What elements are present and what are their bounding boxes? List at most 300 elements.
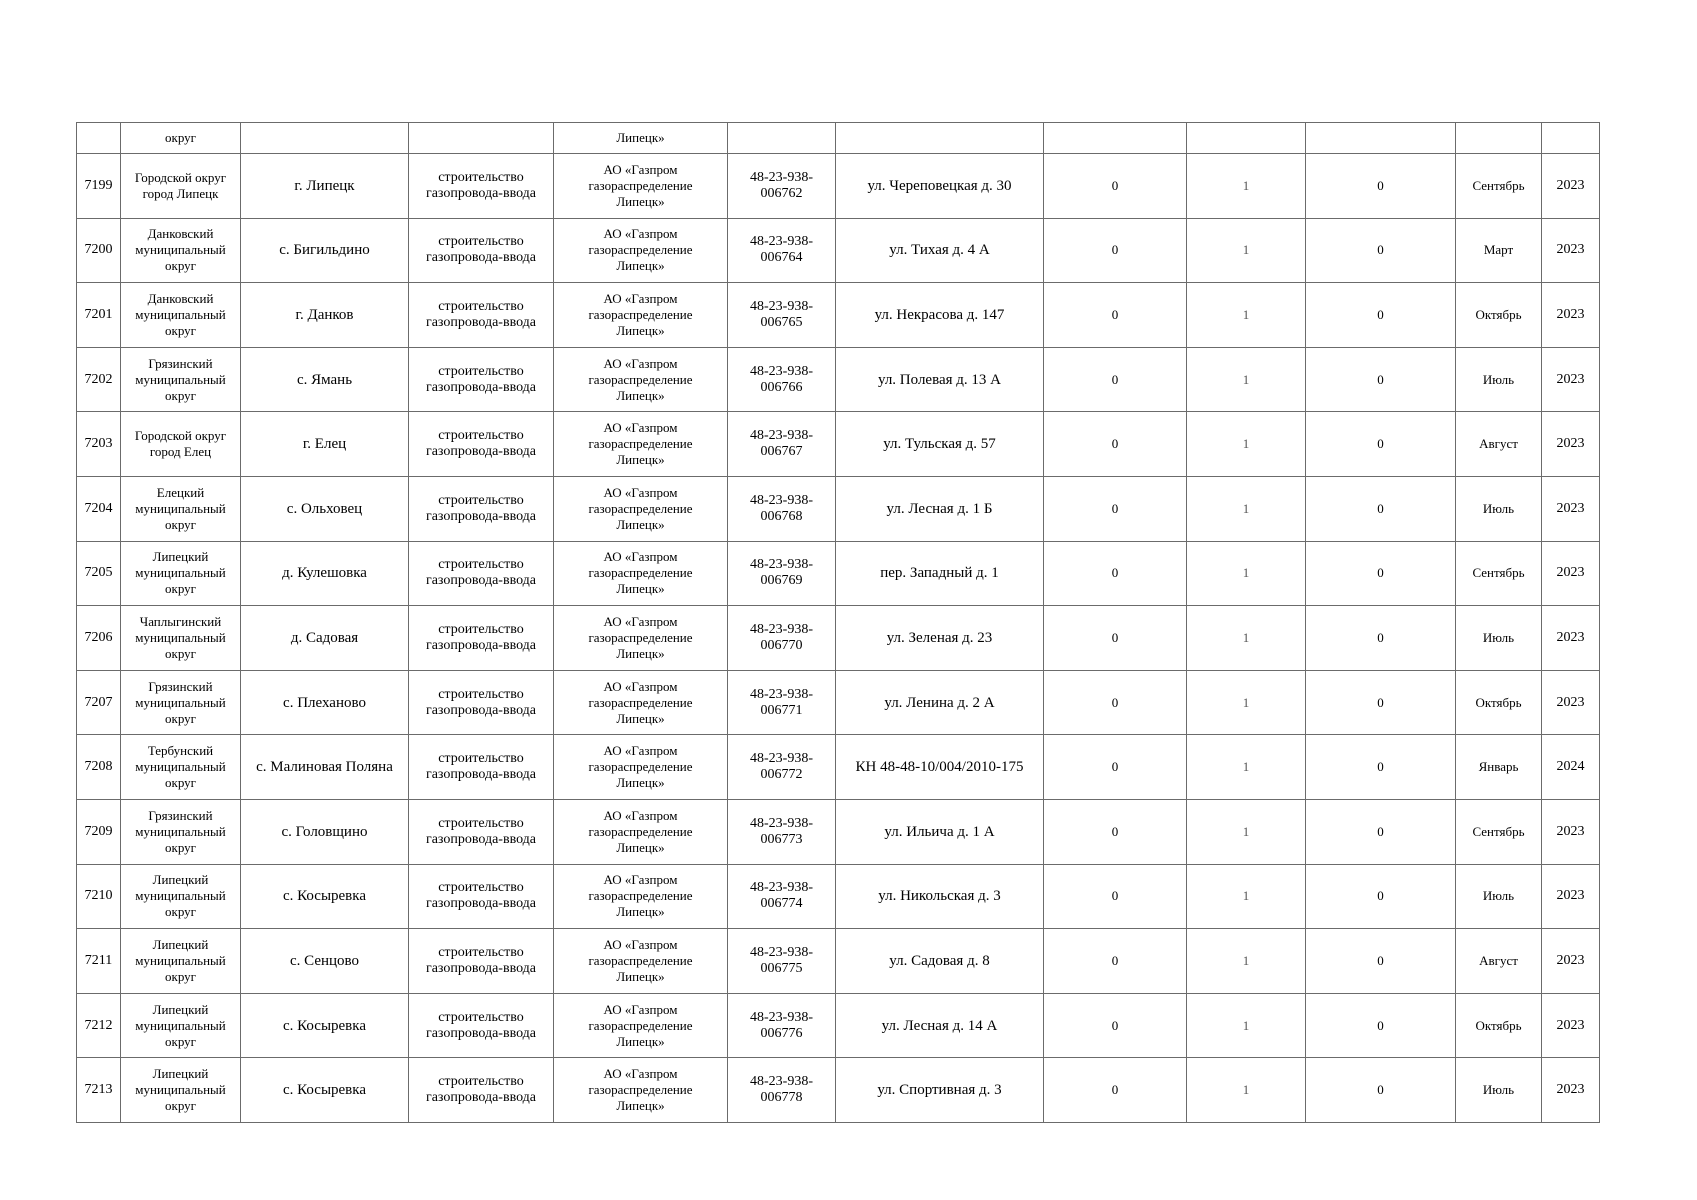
cell-value-2: 1 bbox=[1187, 541, 1306, 606]
organization-line: Липецк» bbox=[616, 775, 665, 791]
work-line: строительство bbox=[438, 1074, 524, 1090]
cell-value-2: 1 bbox=[1187, 218, 1306, 283]
cell-district bbox=[121, 735, 241, 800]
organization-line: газораспределение bbox=[588, 759, 693, 775]
cell-number bbox=[77, 123, 121, 154]
cell-organization bbox=[554, 283, 728, 348]
code-line: 006765 bbox=[760, 314, 803, 330]
cell-year: 2023 bbox=[1542, 670, 1600, 735]
cell-month: Октябрь bbox=[1456, 670, 1542, 735]
cell-month: Сентябрь bbox=[1456, 154, 1542, 219]
cell-address bbox=[836, 123, 1044, 154]
cell-month: Июль bbox=[1456, 1058, 1542, 1123]
cell-address: ул. Садовая д. 8 bbox=[836, 929, 1044, 994]
code-line: 006771 bbox=[760, 702, 803, 718]
organization-line: Липецк» bbox=[616, 710, 665, 726]
cell-value-2: 1 bbox=[1187, 735, 1306, 800]
work-line: строительство bbox=[438, 363, 524, 379]
cell-district: округ bbox=[121, 123, 241, 154]
cell-year: 2023 bbox=[1542, 218, 1600, 283]
cell-organization bbox=[554, 864, 728, 929]
cell-value-3: 0 bbox=[1306, 993, 1456, 1058]
cell-code bbox=[728, 347, 836, 412]
organization-line: АО «Газпром bbox=[603, 290, 678, 306]
cell-value-2: 1 bbox=[1187, 347, 1306, 412]
cell-code bbox=[728, 1058, 836, 1123]
cell-month: Июль bbox=[1456, 864, 1542, 929]
cell-code bbox=[728, 799, 836, 864]
cell-code bbox=[728, 154, 836, 219]
cell-code bbox=[728, 993, 836, 1058]
cell-year: 2023 bbox=[1542, 476, 1600, 541]
cell-address: ул. Ильича д. 1 А bbox=[836, 799, 1044, 864]
code-line: 48-23-938- bbox=[750, 428, 813, 444]
cell-value-1: 0 bbox=[1044, 735, 1187, 800]
work-line: строительство bbox=[438, 234, 524, 250]
cell-month: Октябрь bbox=[1456, 283, 1542, 348]
cell-work-type bbox=[409, 1058, 554, 1123]
district-line: округ bbox=[165, 387, 196, 403]
district-line: муниципальный bbox=[135, 306, 226, 322]
work-line: газопровода-ввода bbox=[425, 1025, 537, 1041]
cell-settlement: г. Елец bbox=[241, 412, 409, 477]
cell-district bbox=[121, 799, 241, 864]
cell-settlement: г. Липецк bbox=[241, 154, 409, 219]
organization-line: АО «Газпром bbox=[603, 936, 678, 952]
cell-organization bbox=[554, 1058, 728, 1123]
code-line: 006769 bbox=[760, 573, 803, 589]
cell-organization bbox=[554, 347, 728, 412]
work-line: газопровода-ввода bbox=[425, 831, 537, 847]
cell-value-1: 0 bbox=[1044, 864, 1187, 929]
cell-year: 2023 bbox=[1542, 993, 1600, 1058]
table-row bbox=[77, 476, 1600, 541]
cell-district bbox=[121, 864, 241, 929]
cell-value-3: 0 bbox=[1306, 864, 1456, 929]
organization-line: АО «Газпром bbox=[603, 355, 678, 371]
code-line: 48-23-938- bbox=[750, 815, 813, 831]
table-body bbox=[77, 123, 1600, 1123]
cell-settlement bbox=[241, 123, 409, 154]
cell-value-3: 0 bbox=[1306, 670, 1456, 735]
cell-number: 7203 bbox=[77, 412, 121, 477]
table-row bbox=[77, 993, 1600, 1058]
code-line: 006778 bbox=[760, 1090, 803, 1106]
organization-line: газораспределение bbox=[588, 436, 693, 452]
district-line: Грязинский bbox=[148, 807, 213, 823]
cell-district bbox=[121, 154, 241, 219]
organization-line: Липецк» bbox=[616, 452, 665, 468]
cell-value-1: 0 bbox=[1044, 993, 1187, 1058]
organization-line: Липецк» bbox=[616, 839, 665, 855]
code-line: 006773 bbox=[760, 831, 803, 847]
cell-value-1: 0 bbox=[1044, 929, 1187, 994]
work-line: газопровода-ввода bbox=[425, 250, 537, 266]
code-line: 006768 bbox=[760, 508, 803, 524]
district-line: Данковский bbox=[147, 226, 214, 242]
code-line: 48-23-938- bbox=[750, 363, 813, 379]
cell-number: 7201 bbox=[77, 283, 121, 348]
district-line: Липецкий bbox=[152, 936, 209, 952]
work-line: газопровода-ввода bbox=[425, 379, 537, 395]
code-line: 006774 bbox=[760, 896, 803, 912]
gas-connection-table bbox=[76, 122, 1600, 1123]
cell-code bbox=[728, 864, 836, 929]
cell-work-type bbox=[409, 993, 554, 1058]
work-line: газопровода-ввода bbox=[425, 444, 537, 460]
cell-organization bbox=[554, 412, 728, 477]
cell-district bbox=[121, 412, 241, 477]
cell-value-2: 1 bbox=[1187, 412, 1306, 477]
cell-value-2 bbox=[1187, 123, 1306, 154]
cell-organization: Липецк» bbox=[554, 123, 728, 154]
cell-value-3: 0 bbox=[1306, 154, 1456, 219]
cell-value-3: 0 bbox=[1306, 347, 1456, 412]
work-line: строительство bbox=[438, 298, 524, 314]
cell-value-1: 0 bbox=[1044, 347, 1187, 412]
cell-district bbox=[121, 1058, 241, 1123]
cell-month: Июль bbox=[1456, 347, 1542, 412]
cell-value-1: 0 bbox=[1044, 1058, 1187, 1123]
cell-value-1 bbox=[1044, 123, 1187, 154]
code-line: 006762 bbox=[760, 185, 803, 201]
cell-settlement: д. Кулешовка bbox=[241, 541, 409, 606]
table-row bbox=[77, 735, 1600, 800]
district-line: город Липецк bbox=[142, 185, 219, 201]
organization-line: Липецк» bbox=[616, 1033, 665, 1049]
code-line: 48-23-938- bbox=[750, 944, 813, 960]
cell-value-2: 1 bbox=[1187, 154, 1306, 219]
cell-value-1: 0 bbox=[1044, 799, 1187, 864]
district-line: округ bbox=[165, 645, 196, 661]
cell-district bbox=[121, 670, 241, 735]
code-line: 48-23-938- bbox=[750, 1009, 813, 1025]
continuation-row bbox=[77, 123, 1600, 154]
cell-settlement: д. Садовая bbox=[241, 606, 409, 671]
cell-number: 7204 bbox=[77, 476, 121, 541]
organization-line: газораспределение bbox=[588, 242, 693, 258]
cell-value-1: 0 bbox=[1044, 476, 1187, 541]
cell-year: 2024 bbox=[1542, 735, 1600, 800]
organization-line: Липецк» bbox=[616, 516, 665, 532]
organization-line: АО «Газпром bbox=[603, 678, 678, 694]
cell-number: 7212 bbox=[77, 993, 121, 1058]
organization-line: АО «Газпром bbox=[603, 484, 678, 500]
organization-line: Липецк» bbox=[616, 387, 665, 403]
cell-organization bbox=[554, 541, 728, 606]
cell-year: 2023 bbox=[1542, 154, 1600, 219]
cell-number: 7213 bbox=[77, 1058, 121, 1123]
cell-value-2: 1 bbox=[1187, 606, 1306, 671]
cell-district bbox=[121, 606, 241, 671]
cell-month: Август bbox=[1456, 929, 1542, 994]
cell-year: 2023 bbox=[1542, 412, 1600, 477]
organization-line: газораспределение bbox=[588, 1082, 693, 1098]
cell-work-type bbox=[409, 929, 554, 994]
cell-year: 2023 bbox=[1542, 1058, 1600, 1123]
cell-district bbox=[121, 218, 241, 283]
cell-value-3: 0 bbox=[1306, 799, 1456, 864]
cell-value-3: 0 bbox=[1306, 283, 1456, 348]
cell-number: 7208 bbox=[77, 735, 121, 800]
organization-line: газораспределение bbox=[588, 629, 693, 645]
cell-organization bbox=[554, 929, 728, 994]
district-line: Липецкий bbox=[152, 549, 209, 565]
cell-value-3: 0 bbox=[1306, 412, 1456, 477]
organization-line: АО «Газпром bbox=[603, 549, 678, 565]
cell-district bbox=[121, 929, 241, 994]
cell-value-3: 0 bbox=[1306, 735, 1456, 800]
cell-organization bbox=[554, 476, 728, 541]
district-line: муниципальный bbox=[135, 629, 226, 645]
district-line: Тербунский bbox=[147, 743, 214, 759]
cell-number: 7206 bbox=[77, 606, 121, 671]
cell-month: Март bbox=[1456, 218, 1542, 283]
cell-organization bbox=[554, 218, 728, 283]
cell-number: 7205 bbox=[77, 541, 121, 606]
code-line: 006767 bbox=[760, 444, 803, 460]
district-line: округ bbox=[165, 839, 196, 855]
cell-value-3 bbox=[1306, 123, 1456, 154]
cell-work-type bbox=[409, 864, 554, 929]
cell-district bbox=[121, 347, 241, 412]
cell-address: ул. Спортивная д. 3 bbox=[836, 1058, 1044, 1123]
cell-work-type bbox=[409, 218, 554, 283]
cell-address: ул. Никольская д. 3 bbox=[836, 864, 1044, 929]
cell-code bbox=[728, 670, 836, 735]
cell-district bbox=[121, 476, 241, 541]
cell-code bbox=[728, 123, 836, 154]
cell-organization bbox=[554, 606, 728, 671]
cell-month: Июль bbox=[1456, 476, 1542, 541]
work-line: строительство bbox=[438, 686, 524, 702]
code-line: 48-23-938- bbox=[750, 234, 813, 250]
cell-code bbox=[728, 606, 836, 671]
cell-year: 2023 bbox=[1542, 541, 1600, 606]
cell-value-2: 1 bbox=[1187, 993, 1306, 1058]
district-line: муниципальный bbox=[135, 823, 226, 839]
work-line: строительство bbox=[438, 621, 524, 637]
cell-code bbox=[728, 218, 836, 283]
code-line: 006772 bbox=[760, 767, 803, 783]
cell-value-3: 0 bbox=[1306, 541, 1456, 606]
cell-value-1: 0 bbox=[1044, 154, 1187, 219]
cell-month: Январь bbox=[1456, 735, 1542, 800]
cell-value-1: 0 bbox=[1044, 218, 1187, 283]
organization-line: Липецк» bbox=[616, 258, 665, 274]
district-line: Городской округ bbox=[134, 169, 227, 185]
organization-line: газораспределение bbox=[588, 306, 693, 322]
cell-value-1: 0 bbox=[1044, 412, 1187, 477]
organization-line: АО «Газпром bbox=[603, 226, 678, 242]
district-line: Данковский bbox=[147, 290, 214, 306]
cell-month: Август bbox=[1456, 412, 1542, 477]
organization-line: Липецк» bbox=[616, 193, 665, 209]
cell-value-2: 1 bbox=[1187, 670, 1306, 735]
cell-district bbox=[121, 283, 241, 348]
table-row bbox=[77, 606, 1600, 671]
cell-month: Сентябрь bbox=[1456, 799, 1542, 864]
table-row bbox=[77, 1058, 1600, 1123]
cell-month: Октябрь bbox=[1456, 993, 1542, 1058]
organization-line: АО «Газпром bbox=[603, 743, 678, 759]
table-row bbox=[77, 154, 1600, 219]
organization-line: Липецк» bbox=[616, 322, 665, 338]
work-line: строительство bbox=[438, 492, 524, 508]
district-line: муниципальный bbox=[135, 1017, 226, 1033]
cell-value-3: 0 bbox=[1306, 218, 1456, 283]
cell-settlement: с. Бигильдино bbox=[241, 218, 409, 283]
district-line: муниципальный bbox=[135, 500, 226, 516]
cell-code bbox=[728, 412, 836, 477]
table-row bbox=[77, 283, 1600, 348]
district-line: округ bbox=[165, 1098, 196, 1114]
district-line: округ bbox=[165, 710, 196, 726]
organization-line: газораспределение bbox=[588, 888, 693, 904]
cell-number: 7200 bbox=[77, 218, 121, 283]
cell-settlement: с. Ольховец bbox=[241, 476, 409, 541]
cell-settlement: с. Малиновая Поляна bbox=[241, 735, 409, 800]
cell-address: ул. Зеленая д. 23 bbox=[836, 606, 1044, 671]
organization-line: АО «Газпром bbox=[603, 613, 678, 629]
cell-value-3: 0 bbox=[1306, 929, 1456, 994]
organization-line: Липецк» bbox=[616, 968, 665, 984]
cell-value-1: 0 bbox=[1044, 283, 1187, 348]
code-line: 48-23-938- bbox=[750, 1074, 813, 1090]
code-line: 48-23-938- bbox=[750, 557, 813, 573]
district-line: Елецкий bbox=[156, 484, 205, 500]
cell-number: 7211 bbox=[77, 929, 121, 994]
work-line: строительство bbox=[438, 1009, 524, 1025]
district-line: муниципальный bbox=[135, 565, 226, 581]
work-line: строительство bbox=[438, 169, 524, 185]
district-line: округ bbox=[165, 516, 196, 532]
cell-number: 7199 bbox=[77, 154, 121, 219]
organization-line: газораспределение bbox=[588, 371, 693, 387]
cell-settlement: с. Плеханово bbox=[241, 670, 409, 735]
district-line: муниципальный bbox=[135, 759, 226, 775]
code-line: 48-23-938- bbox=[750, 169, 813, 185]
district-line: Чаплыгинский bbox=[139, 613, 222, 629]
cell-work-type bbox=[409, 670, 554, 735]
work-line: газопровода-ввода bbox=[425, 573, 537, 589]
cell-settlement: с. Косыревка bbox=[241, 864, 409, 929]
cell-year bbox=[1542, 123, 1600, 154]
cell-settlement: с. Косыревка bbox=[241, 1058, 409, 1123]
cell-address: ул. Ленина д. 2 А bbox=[836, 670, 1044, 735]
cell-work-type bbox=[409, 154, 554, 219]
district-line: округ bbox=[165, 258, 196, 274]
code-line: 006775 bbox=[760, 960, 803, 976]
district-line: округ bbox=[165, 968, 196, 984]
cell-address: ул. Тульская д. 57 bbox=[836, 412, 1044, 477]
work-line: строительство bbox=[438, 751, 524, 767]
work-line: газопровода-ввода bbox=[425, 767, 537, 783]
work-line: строительство bbox=[438, 880, 524, 896]
cell-address: ул. Тихая д. 4 А bbox=[836, 218, 1044, 283]
work-line: строительство bbox=[438, 815, 524, 831]
cell-address: ул. Некрасова д. 147 bbox=[836, 283, 1044, 348]
cell-address: пер. Западный д. 1 bbox=[836, 541, 1044, 606]
cell-work-type bbox=[409, 283, 554, 348]
organization-line: Липецк» bbox=[616, 645, 665, 661]
cell-work-type bbox=[409, 606, 554, 671]
code-line: 006770 bbox=[760, 637, 803, 653]
cell-organization bbox=[554, 993, 728, 1058]
table-row bbox=[77, 541, 1600, 606]
code-line: 48-23-938- bbox=[750, 298, 813, 314]
organization-line: АО «Газпром bbox=[603, 420, 678, 436]
cell-month: Сентябрь bbox=[1456, 541, 1542, 606]
organization-line: АО «Газпром bbox=[603, 1001, 678, 1017]
code-line: 48-23-938- bbox=[750, 751, 813, 767]
cell-number: 7210 bbox=[77, 864, 121, 929]
cell-settlement: с. Ямань bbox=[241, 347, 409, 412]
cell-address: ул. Лесная д. 14 А bbox=[836, 993, 1044, 1058]
district-line: округ bbox=[165, 775, 196, 791]
table-row bbox=[77, 864, 1600, 929]
cell-work-type bbox=[409, 123, 554, 154]
cell-address: КН 48-48-10/004/2010-175 bbox=[836, 735, 1044, 800]
cell-value-3: 0 bbox=[1306, 606, 1456, 671]
district-line: округ bbox=[165, 904, 196, 920]
cell-number: 7202 bbox=[77, 347, 121, 412]
cell-month: Июль bbox=[1456, 606, 1542, 671]
work-line: строительство bbox=[438, 428, 524, 444]
cell-organization bbox=[554, 799, 728, 864]
cell-value-2: 1 bbox=[1187, 864, 1306, 929]
cell-month bbox=[1456, 123, 1542, 154]
organization-line: газораспределение bbox=[588, 823, 693, 839]
cell-year: 2023 bbox=[1542, 347, 1600, 412]
table-row bbox=[77, 218, 1600, 283]
work-line: строительство bbox=[438, 557, 524, 573]
organization-line: АО «Газпром bbox=[603, 1066, 678, 1082]
cell-organization bbox=[554, 670, 728, 735]
code-line: 006764 bbox=[760, 250, 803, 266]
organization-line: Липецк» bbox=[616, 1098, 665, 1114]
district-line: Городской округ bbox=[134, 428, 227, 444]
district-line: муниципальный bbox=[135, 952, 226, 968]
cell-settlement: с. Сенцово bbox=[241, 929, 409, 994]
district-line: Липецкий bbox=[152, 1001, 209, 1017]
cell-settlement: с. Головщино bbox=[241, 799, 409, 864]
table-row bbox=[77, 929, 1600, 994]
cell-value-2: 1 bbox=[1187, 929, 1306, 994]
district-line: округ bbox=[165, 581, 196, 597]
cell-year: 2023 bbox=[1542, 799, 1600, 864]
organization-line: газораспределение bbox=[588, 952, 693, 968]
organization-line: Липецк» bbox=[616, 904, 665, 920]
cell-year: 2023 bbox=[1542, 864, 1600, 929]
cell-year: 2023 bbox=[1542, 606, 1600, 671]
cell-organization bbox=[554, 154, 728, 219]
work-line: газопровода-ввода bbox=[425, 1090, 537, 1106]
code-line: 48-23-938- bbox=[750, 492, 813, 508]
cell-work-type bbox=[409, 541, 554, 606]
organization-line: АО «Газпром bbox=[603, 807, 678, 823]
table-row bbox=[77, 670, 1600, 735]
cell-value-1: 0 bbox=[1044, 606, 1187, 671]
cell-year: 2023 bbox=[1542, 929, 1600, 994]
district-line: Грязинский bbox=[148, 678, 213, 694]
cell-code bbox=[728, 541, 836, 606]
organization-line: газораспределение bbox=[588, 1017, 693, 1033]
organization-line: газораспределение bbox=[588, 565, 693, 581]
work-line: газопровода-ввода bbox=[425, 314, 537, 330]
organization-line: АО «Газпром bbox=[603, 161, 678, 177]
organization-line: газораспределение bbox=[588, 694, 693, 710]
